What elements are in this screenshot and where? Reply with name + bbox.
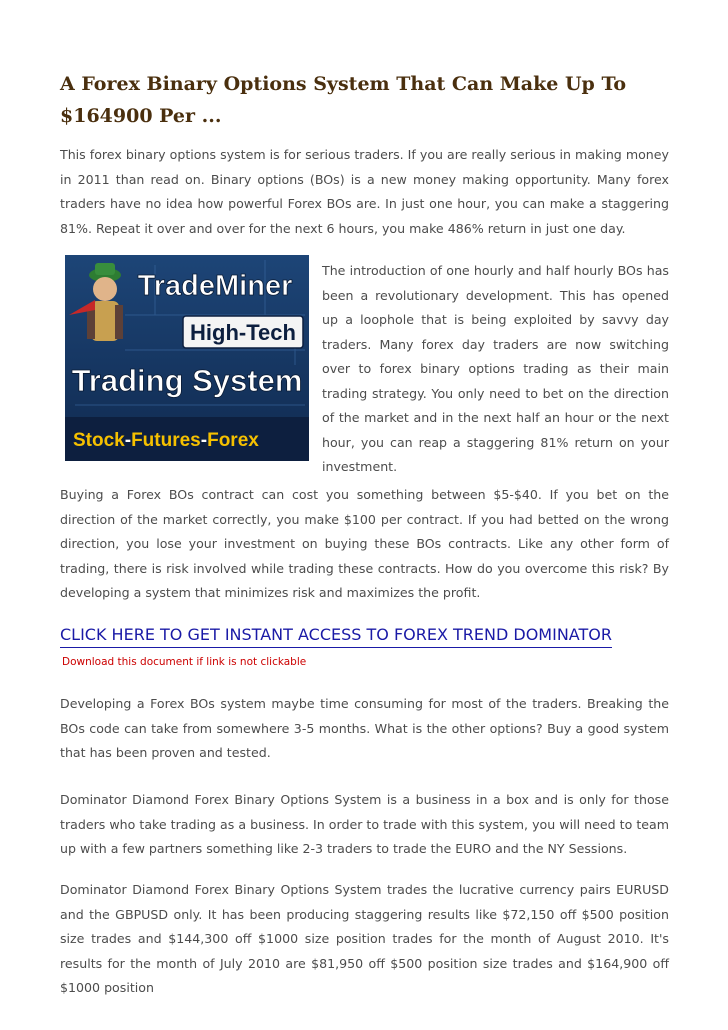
download-note-link[interactable]: Download this document if link is not clickable [62,656,307,668]
figure-row [60,253,669,474]
market-stock: Stock [73,430,125,451]
market-forex: Forex [207,430,259,451]
business-paragraph: Dominator Diamond Forex Binary Options System is a business in a box and is only for those traders who take trading as a business. In order to trade with this system, you will need to team up with a few partners something like 2-3 traders to trade the EURO and the NY Sessions. [60,792,669,856]
trademiner-banner-image [65,255,309,461]
banner-graphic [65,255,309,461]
article-title: A Forex Binary Options System That Can Make Up To $164900 Per ... [60,73,627,127]
banner-brand: TradeMiner [137,270,293,302]
results-paragraph: Dominator Diamond Forex Binary Options System trades the lucrative currency pairs EURUSD and the GBPUSD only. It has been producing staggering results like $72,150 off $500 position size trades and $144,300 off $1000 size position trades for the month of August 2010. It's results for the month of July 2010 are $81,950 off $500 position size trades and $164,900 off $1000 position [60,882,669,995]
intro-paragraph: This forex binary options system is for serious traders. If you are really serious in making money in 2011 than read on. Binary options (BOs) is a new money making opportunity. Many forex traders have no idea how powerful Forex BOs are. In just one hour, you can make a staggering 81%. Repeat it over and over for the next 6 hours, you make 486% return in just one day. [60,147,669,236]
side-paragraph: The introduction of one hourly and half hourly BOs has been a revolutionary development. This has opened up a loophole that is being exploited by savvy day traders. Many forex day traders are now switching over to forex binary options trading as their main trading strategy. You only need to bet on the direction of the market and in the next half an hour or the next hour, you can reap a staggering 81% return on your investment. [322,263,669,474]
banner-headline: Trading System [71,363,303,398]
market-futures: Futures [131,430,201,451]
svg-text:Stock-Futures-Forex: Stock-Futures-Forex [73,430,259,451]
system-dev-paragraph: Developing a Forex BOs system maybe time consuming for most of the traders. Breaking the BOs code can take from somewhere 3-5 months. What is the other options? Buy a good system that has been proven and tested. [60,696,669,760]
contract-paragraph: Buying a Forex BOs contract can cost you something between $5-$40. If you bet on the direction of the market correctly, you make $100 per contract. If you had betted on the wrong direction, you lose your investment on buying these BOs contracts. Like any other form of trading, there is risk involved while trading these contracts. How do you overcome this risk? By developing a system that minimizes risk and maximizes the profit. [60,487,669,600]
cta-access-link[interactable]: CLICK HERE TO GET INSTANT ACCESS TO FOREX TREND DOMINATOR [60,624,612,648]
banner-badge: High-Tech [190,320,296,345]
